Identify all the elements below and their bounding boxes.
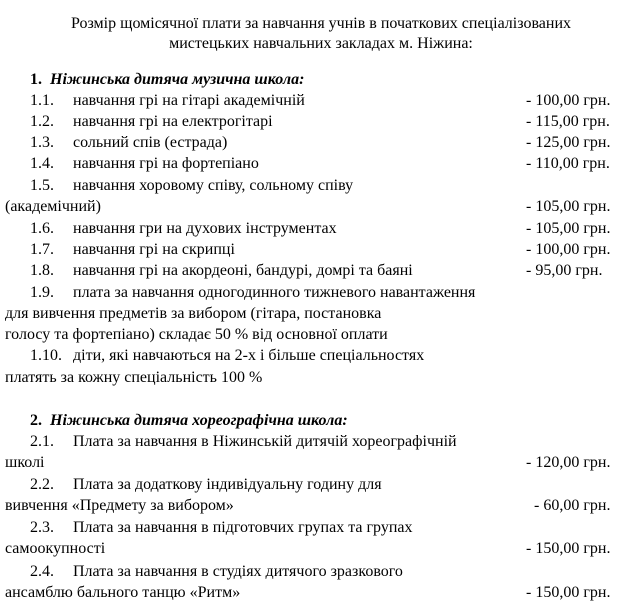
item-text: навчання хоровому співу, сольному співу	[73, 177, 354, 194]
item-text-continuation: ансамблю бального танцю «Ритм»	[5, 584, 241, 601]
section-2-heading	[30, 411, 348, 431]
item-number: 2.3.	[30, 519, 54, 536]
item-number: 1.5.	[30, 177, 54, 194]
list-item-1-7	[30, 240, 235, 260]
item-text-continuation: голосу та фортепіано) складає 50 % від основної оплати	[5, 326, 388, 343]
item-number: 2.1.	[30, 433, 54, 450]
item-number: 1.1.	[30, 92, 54, 109]
list-item-1-4	[30, 154, 259, 174]
document-title-line-2: мистецьких навчальних закладах м. Ніжина:	[169, 35, 473, 52]
item-number: 1.3.	[30, 134, 54, 151]
item-text: навчання грі на фортепіано	[73, 155, 259, 172]
list-item-2-2	[30, 475, 382, 495]
document-title-line-1: Розмір щомісячної плати за навчання учнів в початкових спеціалізованих	[70, 15, 572, 32]
item-price: - 150,00 грн.	[526, 584, 611, 601]
item-number: 2.4.	[30, 563, 54, 580]
item-price: - 60,00 грн.	[534, 497, 611, 514]
list-item-1-9	[30, 283, 475, 303]
list-item-1-8	[30, 261, 413, 281]
item-text: навчання грі на гітарі академічній	[73, 92, 305, 109]
item-price: - 95,00 грн.	[526, 262, 603, 279]
list-item-2-1	[30, 432, 457, 452]
item-number: 1.8.	[30, 262, 54, 279]
list-item-1-3	[30, 133, 227, 153]
item-price: - 105,00 грн.	[526, 220, 611, 237]
item-price: - 105,00 грн.	[526, 198, 611, 215]
item-text: сольний спів (естрада)	[73, 134, 228, 151]
list-item-1-1	[30, 91, 305, 111]
item-number: 1.7.	[30, 241, 54, 258]
item-number: 1.10.	[30, 347, 62, 364]
list-item-1-6	[30, 219, 337, 239]
item-number: 1.2.	[30, 113, 54, 130]
item-price: - 125,00 грн.	[526, 134, 611, 151]
item-text: навчання грі на електрогітарі	[73, 113, 273, 130]
item-price: - 120,00 грн.	[526, 454, 611, 471]
item-text: навчання гри на духових інструментах	[73, 220, 337, 237]
list-item-1-5	[30, 176, 353, 196]
section-1-number: 1.	[30, 71, 42, 88]
list-item-1-10	[30, 346, 424, 366]
item-text: навчання грі на акордеоні, бандурі, домрі та баяні	[73, 262, 413, 279]
section-2-number: 2.	[30, 412, 42, 429]
item-text: Плата за навчання в студіях дитячого зразкового	[73, 563, 403, 580]
item-text-continuation: самоокупності	[5, 540, 106, 557]
section-1-title: Ніжинська дитяча музична школа:	[50, 71, 305, 88]
item-text-continuation: вивчення «Предмету за вибором»	[5, 497, 234, 514]
item-price: - 110,00 грн.	[526, 155, 610, 172]
section-2-title: Ніжинська дитяча хореографічна школа:	[50, 412, 348, 429]
item-price: - 115,00 грн.	[526, 113, 610, 130]
item-text: навчання грі на скрипці	[73, 241, 235, 258]
section-1-heading	[30, 70, 304, 90]
item-text: плата за навчання одногодинного тижневого навантаження	[73, 284, 476, 301]
item-text: Плата за навчання в Ніжинській дитячій хореографічній	[73, 433, 457, 450]
item-text-continuation: для вивчення предметів за вибором (гітара, постановка	[5, 305, 382, 322]
item-price: - 100,00 грн.	[526, 92, 611, 109]
list-item-2-4	[30, 562, 403, 582]
item-text-continuation: школі	[5, 454, 45, 471]
item-text-continuation: (академічний)	[5, 198, 101, 215]
item-number: 1.4.	[30, 155, 54, 172]
item-number: 2.2.	[30, 476, 54, 493]
item-text: Плата за навчання в підготовчих групах та групах	[73, 519, 413, 536]
item-price: - 150,00 грн.	[526, 540, 611, 557]
item-text: Плата за додаткову індивідуальну годину для	[73, 476, 382, 493]
item-text-continuation: платять за кожну спеціальність 100 %	[5, 369, 263, 386]
list-item-1-2	[30, 112, 273, 132]
list-item-2-3	[30, 518, 413, 538]
item-number: 1.6.	[30, 220, 54, 237]
item-number: 1.9.	[30, 284, 54, 301]
item-price: - 100,00 грн.	[526, 241, 611, 258]
item-text: діти, які навчаються на 2-х і більше спеціальностях	[73, 347, 425, 364]
